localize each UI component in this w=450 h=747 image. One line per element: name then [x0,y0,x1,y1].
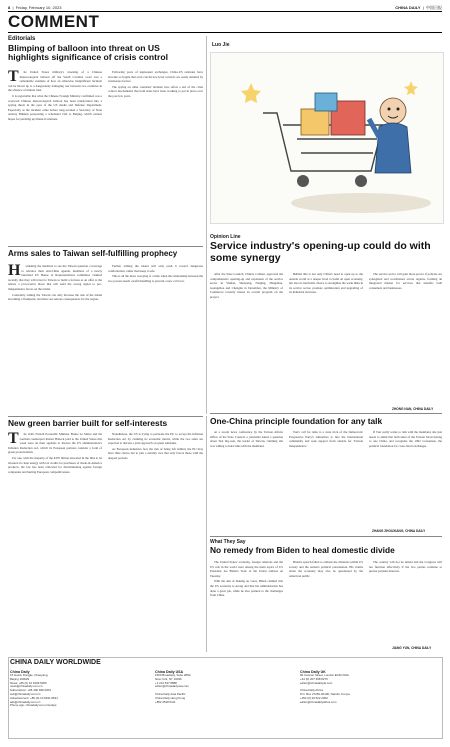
paragraph: Tsai's call for talks is a stale trick of the Democratic Progressive Party's authorities to lure the international community and seek support from outside for 'Taiwan independence.' [289,430,363,448]
opinion-body [210,272,442,406]
greenbarrier-body [8,432,203,648]
paragraph: For one, with the majority of the $370 billion allocated in the IRA to be invested in clean energy with tax credits for purchases of made-in-America products, the law has been criticized for discriminating against foreign companies and hurting European competitiveness. [8,455,102,474]
paragraph: The country will not be united and the Congress will not function effectively if the two parties continue to pursue partisan interests. [369,560,442,574]
opinion-kicker: Opinion Line [210,234,241,240]
paragraph: It is regrettable that what the Chinese Foreign Ministry confirmed was a wayward Chinese meteorological balloon has been transformed into a spying threat in the eyes of the US media and Defense Department. Especially as the incident came before long-awaited a Secretary of State Antony Blinken postponing a scheduled visit to Beijing, which earnest hopes for patching up bilateral relations. [8,93,102,121]
second-editorial-headline: Arms sales to Taiwan self-fulfilling prophecy [8,249,178,258]
paragraph: he United States military's downing of a Chinese meteorological balloon off the South Carolina coast was a remarkable example of how an otherwise insignificant incident can be blown up to a dangerously damaging war between two countries in the absence of mutual trust. [8,70,102,93]
onechina-headline: One-China principle foundation for any talk [210,416,383,426]
opinion-headline: Service industry's opening-up could do with some synergy [210,240,431,264]
page-number: 8 [8,5,11,10]
second-editorial-body [8,264,203,414]
paragraph: With the aim of making up votes, Biden claimed that the US economy is strong and that his administration has done a great job, while he also pointed to the challenges from China. [210,579,283,598]
paragraph: As European industries face the risk of being left behind, the EU may have little choice but to join a subsidy race that only favors those with the deepest pockets. [108,446,203,460]
paragraph: Nonetheless, the US is trying to persuade the EU to accept the Inflation Reduction Act by claiming its economic merits, while the two sides are expected to discuss a joint approach on green subsidies. [108,432,203,446]
paragraph: Further arming the island will only push it toward dangerous confrontation, rather than keep it safe. [108,264,203,273]
whatsay-headline: No remedy from Biden to heal domestic divide [210,545,395,555]
paragraph: This is all the more worrying at a time when the relationship between the two powers needs careful handling to prevent a new cold war. [108,274,203,283]
dropcap: T [8,70,19,85]
footer-col-beijing [10,670,150,708]
section-title: COMMENT [8,12,100,31]
section-rule [8,32,442,33]
issue-date: Friday, February 10, 2023 [15,5,62,10]
paragraph: ardening the intention to see the Taiwan question a leverage to advance their anti-China agenda, members of a newly launched US House of Representatives committee claimed recently that they will travel to Taiwan to build a fortress as an offer to the island, a provocative move that will send the wrong signal to pro-independence forces on the island. [8,264,102,291]
footer-title: CHINA DAILY WORLDWIDE [10,659,101,666]
onechina-body [210,430,442,528]
paragraph: The spying on other countries' incident now offers a test of the crisis control mechanisms that both sides have been working to put in place over the past few years. [108,84,203,98]
whatsay-kicker: What They Say [210,539,246,545]
paper-name: CHINA DAILY [395,5,421,10]
greenbarrier-headline: New green barrier built for self-interests [8,418,168,428]
paragraph: At a recent news conference by the Taiwan Affairs Office of the State Council, a journalist asked a question about Tsai Ing-wen, the leader of Taiwan, claiming she was willing to hold talks with the mainland. [210,430,283,448]
footer-col-heading: China Daily UK [300,670,326,674]
footer-col-heading: China Daily [10,670,30,674]
page-header: 8 | Friday, February 10, 2023 CHINA DAILY | 中国日报 [8,5,442,10]
paragraph: If Tsai really wants to talk with the mainland, she just needs to admit that both sides of the Taiwan Strait belong to one China, and recognize the 1992 Consensus, the political foundation for cross-Strait exchanges. [369,430,442,448]
paragraph: After the State Council, China's Cabinet, approved the comprehensive opening-up and expansion of the service sector in Wuhan, Shenyang, Nanjing, Hangzhou, Guangzhou and Chengdu in December, the Ministry of Commerce recently issued an overall program on the project. [210,272,283,299]
whatsay-signature: JIANG YUN, CHINA DAILY [392,646,432,650]
cartoon-drawing [211,53,443,223]
footer-col-usa [155,670,295,704]
paper-name-cn: 中国日报 [426,5,442,10]
opinion-signature: ZHONG NAN, CHINA DAILY [392,407,434,411]
editorials-kicker: Editorials [8,36,36,42]
cartoon-illustration [210,52,444,224]
lead-editorial-body [8,70,203,240]
paragraph: Constantly arming the Taiwan can only increase the risk of the island becoming a flashpoint, and there are serious consequences for the region. [8,292,102,302]
cartoon-credit: Luo Jie [212,42,230,48]
onechina-signature: ZHANG ZHOUXIANG, CHINA DAILY [372,529,426,533]
paragraph: Following years of unpleasant exchanges, China-US relations have become so fragile that even crucial low-level contacts are easily derailed by extraneous factors. [108,70,203,84]
footer-col-text: 90 Cannon Street, London EC4N 6HA +44 (0) 207 398 8270 editor@chinadailyuk.com China Daily Africa P.O. Box 27281-00100, Nairobi, Kenya +254 (0) 20 522 2060 editor@chinadailyafrica.com [300,673,350,704]
footer-col-text: 15 Huixin Dongjie, Chaoyang, Beijing 100029 News: +86 (0) 10 6499 5000 news@chinadaily.com.cn Subscription: +86 400 699 0203 sub@chinadaily.com.cn Advertisement: +86 (0) 10 6491 8631 ads@chinadaily.com.cn Phone app: chinadaily.com.cn/e/app [10,673,58,708]
paragraph: The service sector will gain more power if policies are synergized and coordinated across regions, forming an integrated market for services that benefits both consumers and businesses. [369,272,442,290]
dropcap: T [8,432,19,447]
footer-col-uk [300,670,438,704]
lead-editorial-headline: Blimping of balloon into threat on US highlights significance of crisis control [8,43,168,63]
paragraph: The United States' economy, foreign relations and the US role in the world were among the main topics of US President Joe Biden's State of the Union address on Tuesday. [210,560,283,578]
footer-col-text: 1500 Broadway, Suite 2800, New York, NY 10036 +1 212 537 8888 editor@chinadailyusa.com China Daily Asia Pacific China Daily Hong Kong +852 2518 5111 [155,673,192,704]
paragraph: Biden's speech failed to address the divisions within US society and the nation's political polarization. His claims about the economy may also be questioned by the American public. [289,560,363,578]
paragraph: Behind this is not only China's need to open up to the outside world at a deeper level to build an open economy, but also its inevitable choice to strengthen the weak links in its service sector, promote optimization and upgrading of its industrial structure. [289,272,363,295]
footer-col-heading: China Daily USA [155,670,184,674]
dropcap: H [8,264,21,279]
whatsay-body [210,560,442,644]
paragraph: he visits French Economic Minister Bruno Le Maire and his German counterpart Robert Habeck paid to the United States this week were on their agendas to discuss the US administration's Inflation Reduction Act, which its European partners consider a form of green protectionism. [8,432,102,455]
